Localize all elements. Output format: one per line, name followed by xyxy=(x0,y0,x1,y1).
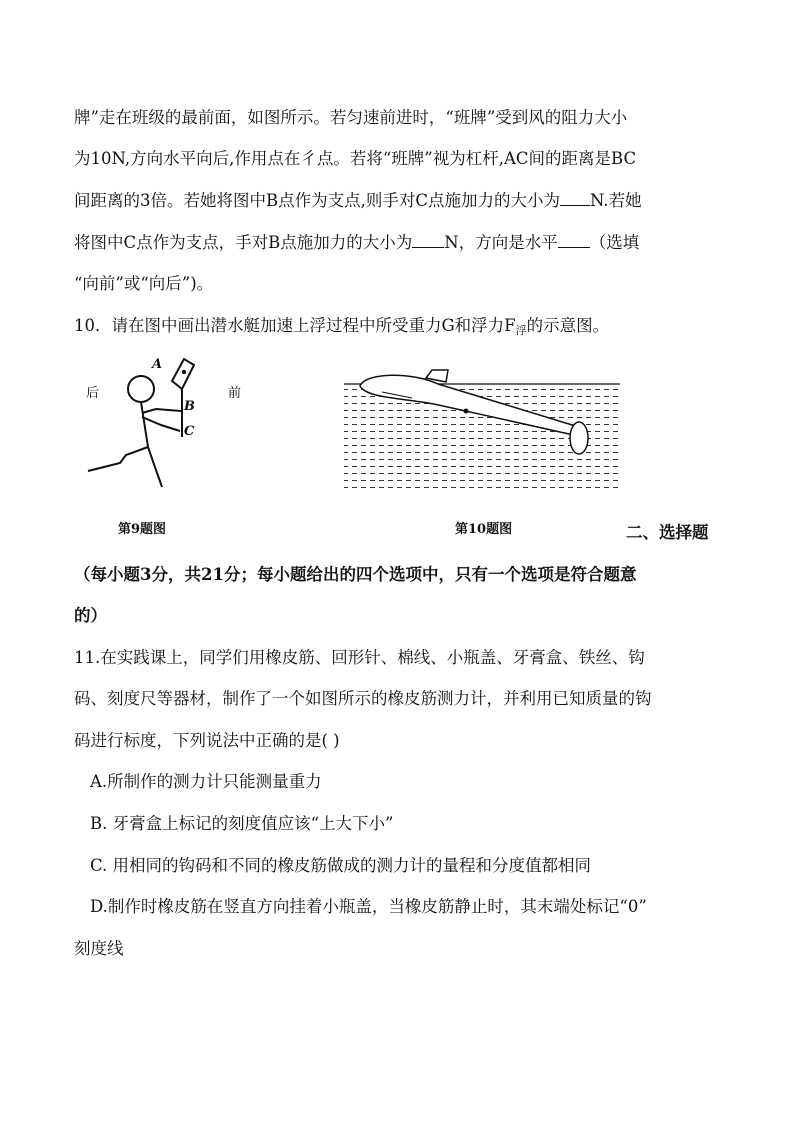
section-2-title: 二、选择题 xyxy=(626,523,709,542)
center-point xyxy=(464,409,469,414)
figure-10 xyxy=(342,358,622,494)
q11-option-d[interactable]: D.制作时橡皮筋在竖直方向挂着小瓶盖，当橡皮筋静止时，其末端处标记“0” xyxy=(90,897,647,916)
stick-figure-diagram xyxy=(76,355,276,505)
q9-line-3-tail: N.若她 xyxy=(590,191,642,210)
q9-line-4-mid: N，方向是水平 xyxy=(444,233,558,252)
section-2-desc-1: （每小题3分，共21分；每小题给出的四个选项中，只有一个选项是符合题意 xyxy=(74,565,637,584)
propeller xyxy=(570,422,588,454)
q11-option-d-cont: 刻度线 xyxy=(74,939,124,958)
q9-line-4-text: 将图中C点作为支点，手对B点施加力的大小为 xyxy=(74,233,413,252)
label-back: 后 xyxy=(86,386,100,401)
q11-option-c[interactable]: C. 用相同的钩码和不同的橡皮筋做成的测力计的量程和分度值都相同 xyxy=(90,856,592,875)
q10-text xyxy=(74,316,609,341)
q9-line-3-text: 间距离的3倍。若她将图中B点作为支点,则手对C点施加力的大小为 xyxy=(74,191,560,210)
point-a-label: A xyxy=(152,357,163,372)
q9-line-4 xyxy=(74,233,639,253)
q11-line-3: 码进行标度，下列说法中正确的是( ) xyxy=(74,731,340,750)
q9-line-3 xyxy=(74,191,642,211)
q11-line-2: 码、刻度尺等器材，制作了一个如图所示的橡皮筋测力计，并利用已知质量的钩 xyxy=(74,689,652,708)
answer-blank-2[interactable] xyxy=(412,233,444,248)
answer-blank-3[interactable] xyxy=(558,233,590,248)
q10-text-tail: 的示意图。 xyxy=(526,316,610,335)
section-2-desc-2: 的） xyxy=(74,606,107,625)
q10-subscript: 浮 xyxy=(515,324,527,337)
q9-line-1: 牌”走在班级的最前面，如图所示。若匀速前进时，“班牌”受到风的阻力大小 xyxy=(74,108,628,127)
figure-9-caption: 第9题图 xyxy=(118,522,167,537)
point-b-label: B xyxy=(184,399,195,414)
q11-option-b[interactable]: B. 牙膏盒上标记的刻度值应该“上大下小” xyxy=(90,814,394,833)
point-c-label: C xyxy=(184,424,195,439)
q9-line-5: “向前”或“向后”)。 xyxy=(74,274,214,293)
figure-10-caption: 第10题图 xyxy=(455,522,513,537)
figure-9 xyxy=(76,355,276,505)
q9-line-4-tail: （选填 xyxy=(589,233,640,252)
q10-text-main: 10．请在图中画出潜水艇加速上浮过程中所受重力G和浮力F xyxy=(74,316,516,335)
q11-line-1: 11.在实践课上，同学们用橡皮筋、回形针、棉线、小瓶盖、牙膏盒、铁丝、钩 xyxy=(74,648,645,667)
q9-line-2: 为10N,方向水平向后,作用点在彳点。若将“班牌”视为杠杆,AC间的距离是BC xyxy=(74,149,637,168)
submarine-diagram xyxy=(342,358,622,494)
label-front: 前 xyxy=(228,386,242,401)
answer-blank-1[interactable] xyxy=(560,191,590,206)
q11-option-a[interactable]: A.所制作的测力计只能测量重力 xyxy=(90,772,322,791)
